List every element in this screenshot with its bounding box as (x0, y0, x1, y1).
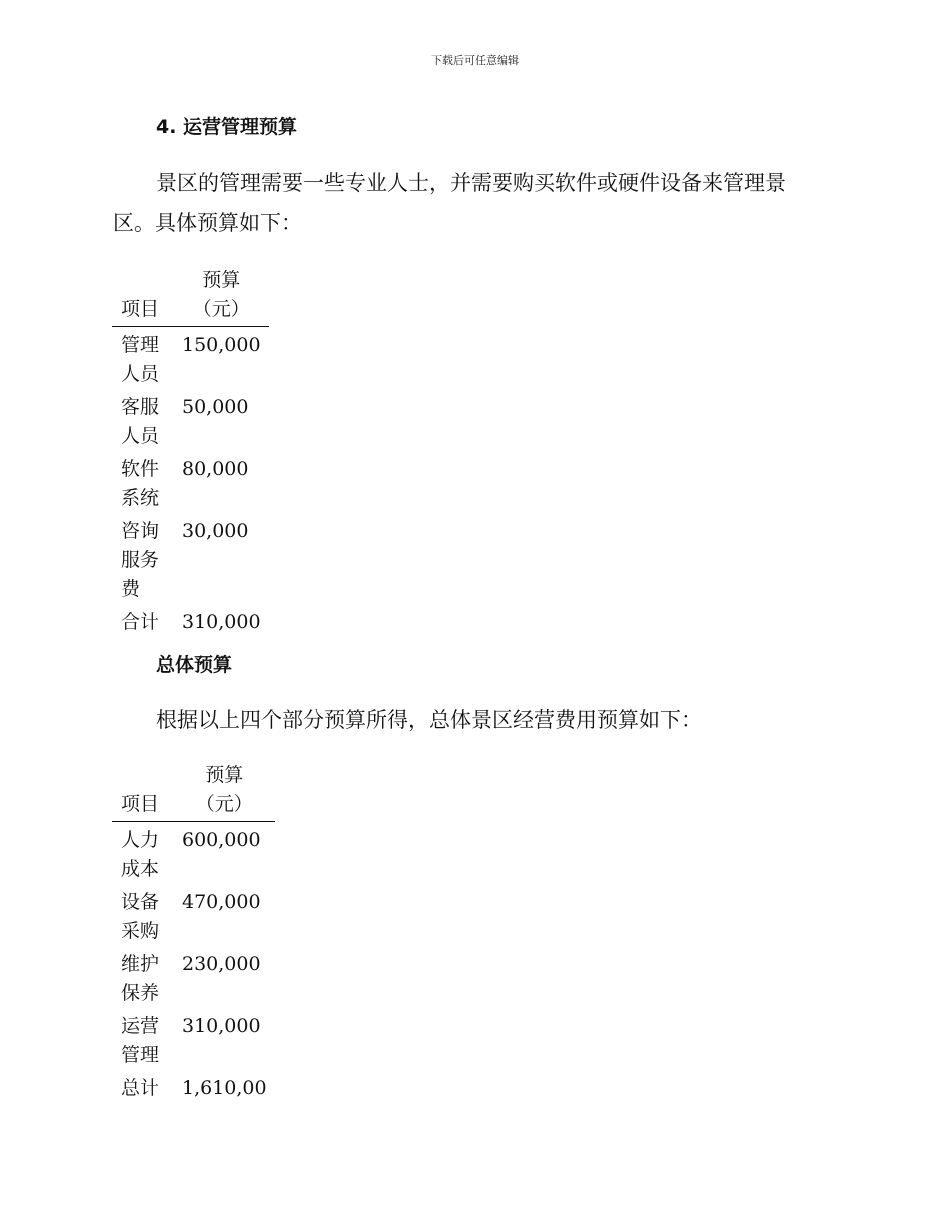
table-row (112, 389, 269, 451)
table-cell-item: 客服人员 (121, 396, 160, 447)
column-header-item: 项目 (112, 761, 173, 822)
table-row (112, 451, 269, 513)
table-cell-amount: 230,000 (182, 953, 261, 975)
table-row (112, 884, 275, 946)
table-header-row (112, 266, 269, 327)
column-header-item: 项目 (112, 266, 173, 327)
table-cell-item: 管理人员 (121, 334, 160, 385)
section-heading-overall: 总体预算 (156, 654, 233, 676)
operations-paragraph: 景区的管理需要一些专业人士，并需要购买软件或硬件设备来管理景区。具体预算如下： (113, 171, 786, 235)
table-cell-item: 设备采购 (121, 891, 160, 942)
table-cell-amount: 150,000 (182, 334, 261, 356)
table-cell-amount: 30,000 (182, 520, 249, 542)
section-heading-operations: 4. 运营管理预算 (156, 116, 298, 138)
table-row (112, 513, 269, 604)
operations-budget-table (112, 266, 269, 637)
table-cell-item: 维护保养 (121, 953, 160, 1004)
column-header-budget: 预算（元） (173, 761, 275, 822)
table-row (112, 822, 275, 885)
table-cell-item: 咨询服务费 (121, 520, 160, 600)
table-header-row (112, 761, 275, 822)
table-cell-amount: 80,000 (182, 458, 249, 480)
table-row (112, 1070, 275, 1103)
table-cell-item: 软件系统 (121, 458, 160, 509)
page-header-note: 下载后可任意编辑 (431, 54, 519, 67)
table-cell-item: 合计 (121, 611, 160, 633)
table-row (112, 946, 275, 1008)
table-cell-amount: 310,000 (182, 1015, 261, 1037)
table-row (112, 327, 269, 390)
table-cell-amount: 470,000 (182, 891, 261, 913)
table-cell-item: 运营管理 (121, 1015, 160, 1066)
table-cell-amount: 1,610,00 (182, 1077, 267, 1099)
table-row (112, 604, 269, 637)
column-header-budget: 预算（元） (173, 266, 269, 327)
table-cell-item: 人力成本 (121, 829, 160, 880)
overall-paragraph: 根据以上四个部分预算所得，总体景区经营费用预算如下： (156, 708, 702, 732)
table-cell-amount: 310,000 (182, 611, 261, 633)
table-cell-amount: 600,000 (182, 829, 261, 851)
table-cell-amount: 50,000 (182, 396, 249, 418)
table-cell-item: 总计 (121, 1077, 160, 1099)
overall-budget-table (112, 761, 275, 1103)
table-row (112, 1008, 275, 1070)
